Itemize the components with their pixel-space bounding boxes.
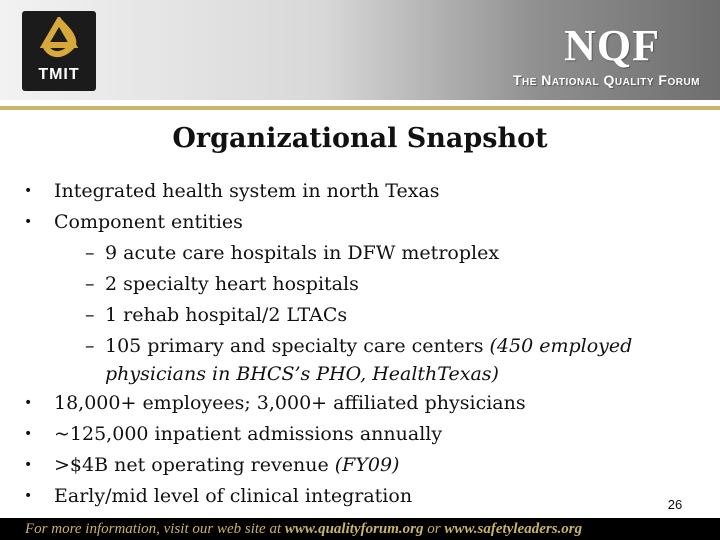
bullet-main: >$4B net operating revenue [54, 454, 335, 476]
list-item [20, 207, 660, 238]
footer-prefix: For more information, visit our web site at [25, 521, 285, 537]
sub-bullet-text: 9 acute care hospitals in DFW metroplex [105, 242, 500, 264]
logo-label: TMIT [38, 66, 80, 83]
list-item [20, 388, 660, 419]
bullet-marker: • [24, 395, 33, 411]
slide-title: Organizational Snapshot [172, 123, 548, 154]
sub-list-item [20, 300, 660, 331]
footer-link-qualityforum[interactable]: www.qualityforum.org [284, 521, 424, 537]
bullet-text: Component entities [54, 211, 243, 233]
bullet-marker: • [24, 457, 33, 473]
bullet-text [54, 450, 399, 481]
bullet-marker: • [24, 488, 33, 504]
bullet-italic: (FY09) [334, 454, 400, 476]
sub-list-item-continuation [20, 362, 660, 388]
sub-list-item [20, 238, 660, 269]
sub-bullet-continuation: physicians in BHCS’s PHO, HealthTexas) [105, 363, 499, 385]
page-number: 26 [667, 497, 683, 512]
dash-marker: – [85, 335, 95, 357]
bullet-text: 18,000+ employees; 3,000+ affiliated physicians [54, 392, 526, 414]
sub-bullet-text: 1 rehab hospital/2 LTACs [105, 304, 348, 326]
list-item [20, 481, 660, 512]
sub-bullet-main: 105 primary and specialty care centers [105, 335, 490, 357]
nqf-tagline: The National Quality Forum [512, 72, 700, 88]
sub-list-item [20, 331, 660, 362]
bullet-list [20, 176, 660, 512]
bullet-marker: • [24, 214, 33, 230]
bullet-text: ~125,000 inpatient admissions annually [54, 423, 443, 445]
dash-marker: – [85, 304, 95, 326]
bullet-marker: • [24, 426, 33, 442]
nqf-brand: NQF [564, 21, 660, 70]
tmit-logo [22, 11, 96, 91]
dash-marker: – [85, 273, 95, 295]
sub-bullet-text [105, 331, 632, 362]
bullet-text: Early/mid level of clinical integration [54, 485, 413, 507]
bullet-marker: • [24, 183, 33, 199]
list-item [20, 450, 660, 481]
footer-link-safetyleaders[interactable]: www.safetyleaders.org [444, 521, 583, 537]
footer-middle: or [423, 521, 445, 537]
footer-bar [0, 518, 720, 540]
slide-header [0, 0, 720, 100]
sub-bullet-italic: (450 employed [489, 335, 633, 357]
bullet-text: Integrated health system in north Texas [54, 180, 440, 202]
header-divider [0, 106, 720, 110]
dash-marker: – [85, 242, 95, 264]
list-item [20, 176, 660, 207]
list-item [20, 419, 660, 450]
triquetra-logo-icon [37, 17, 81, 63]
sub-list-item [20, 269, 660, 300]
sub-bullet-text: 2 specialty heart hospitals [105, 273, 359, 295]
footer-text [25, 518, 582, 540]
